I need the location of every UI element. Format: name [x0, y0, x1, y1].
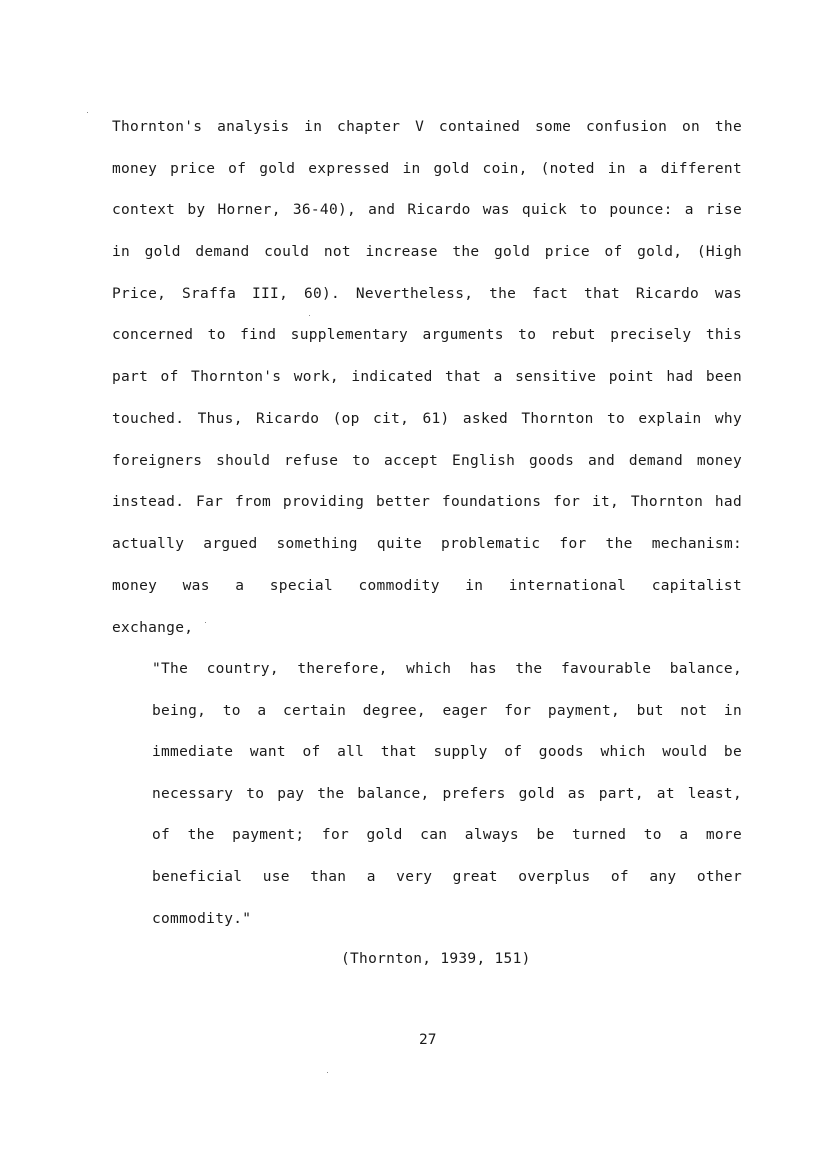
quote-line: commodity." — [152, 911, 252, 927]
paragraph-line: foreigners should refuse to accept English goods and demand money — [112, 453, 742, 469]
paragraph-line: actually argued something quite problematic for the mechanism: — [112, 536, 742, 552]
paragraph-line: part of Thornton's work, indicated that a sensitive point had been — [112, 369, 742, 385]
paragraph-line: money was a special commodity in international capitalist — [112, 578, 742, 594]
quote-line: necessary to pay the balance, prefers gold as part, at least, — [152, 786, 742, 802]
paragraph-line: in gold demand could not increase the gold price of gold, (High — [112, 244, 742, 260]
scan-speck — [87, 112, 88, 113]
paragraph-line: touched. Thus, Ricardo (op cit, 61) asked Thornton to explain why — [112, 411, 742, 427]
quote-line: immediate want of all that supply of goods which would be — [152, 744, 742, 760]
quote-line: of the payment; for gold can always be turned to a more — [152, 827, 742, 843]
paragraph-line: concerned to find supplementary arguments to rebut precisely this — [112, 327, 742, 343]
paragraph-line: Price, Sraffa III, 60). Nevertheless, the fact that Ricardo was — [112, 286, 742, 302]
scan-speck — [327, 1072, 328, 1073]
paragraph-line: instead. Far from providing better foundations for it, Thornton had — [112, 494, 742, 510]
scan-speck — [309, 315, 310, 316]
paragraph-line: exchange, — [112, 620, 194, 636]
paragraph-line: context by Horner, 36-40), and Ricardo was quick to pounce: a rise — [112, 202, 742, 218]
scan-speck — [205, 622, 206, 623]
quote-line: being, to a certain degree, eager for payment, but not in — [152, 703, 742, 719]
quote-line: beneficial use than a very great overplus of any other — [152, 869, 742, 885]
quote-line: "The country, therefore, which has the favourable balance, — [152, 661, 742, 677]
paragraph-line: money price of gold expressed in gold coin, (noted in a different — [112, 161, 742, 177]
paragraph-line: Thornton's analysis in chapter V contained some confusion on the — [112, 119, 742, 135]
quote-citation: (Thornton, 1939, 151) — [341, 951, 531, 967]
page-number: 27 — [419, 1032, 437, 1048]
